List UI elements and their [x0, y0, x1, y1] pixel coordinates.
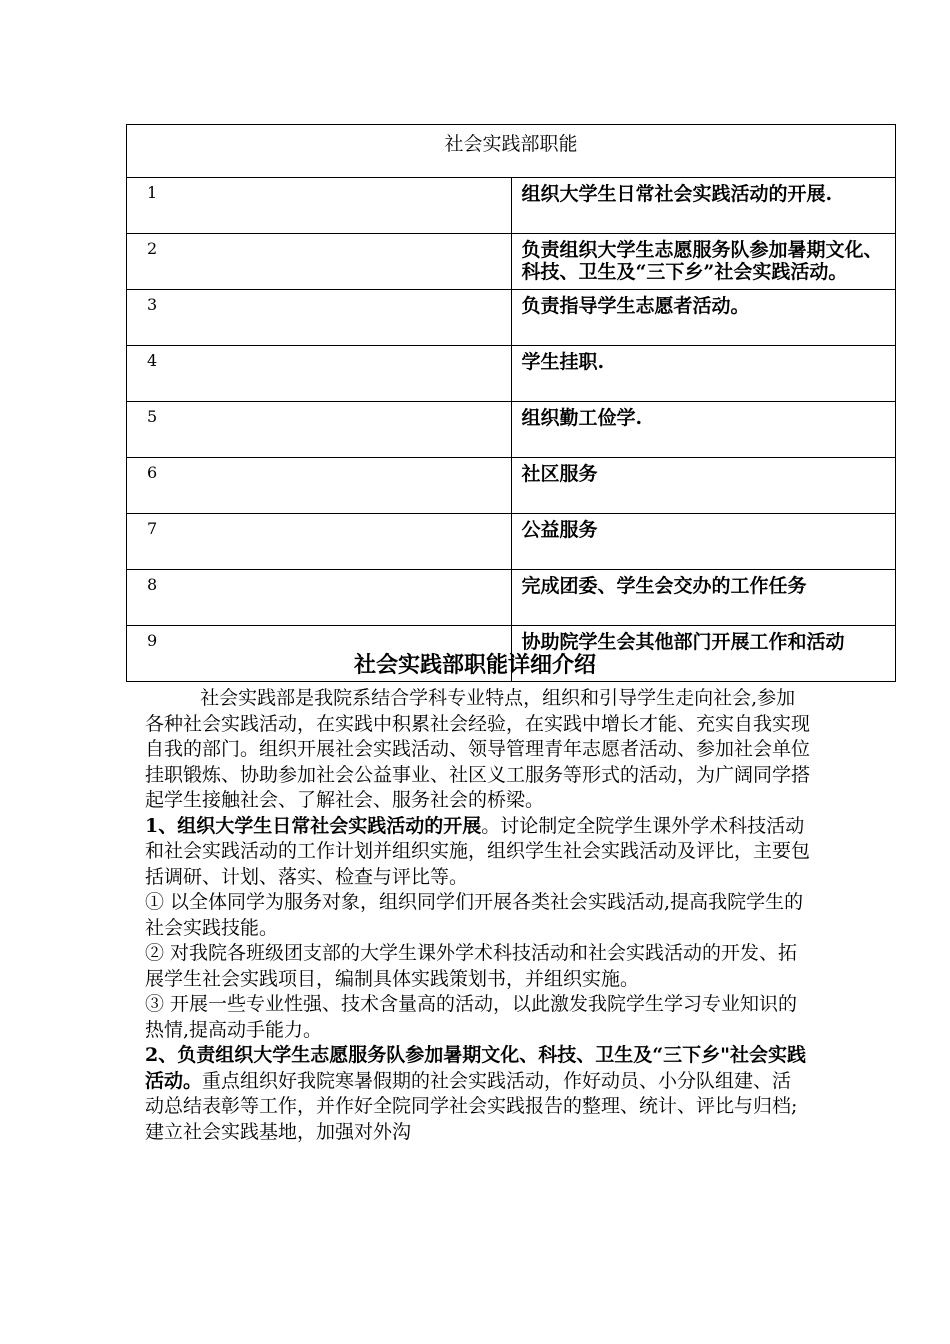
item-1-heading: 1、组织大学生日常社会实践活动的开展 [145, 814, 482, 837]
sub-item-1: ① 以全体同学为服务对象，组织同学们开展各类社会实践活动,提高我院学生的社会实践技能。 [145, 891, 804, 939]
table-title: 社会实践部职能 [127, 125, 896, 178]
item-1-paragraph [145, 814, 810, 891]
table-row [127, 402, 896, 458]
item-2-text: 重点组织好我院寒暑假期的社会实践活动，作好动员、小分队组建、活动总结表彰等工作，并作好全院同学社会实践报告的整理、统计、评比与归档;建立社会实践基地，加强对外沟 [145, 1069, 798, 1143]
row-number: 1 [127, 178, 512, 234]
row-duty: 学生挂职. [511, 346, 896, 402]
row-duty: 社区服务 [511, 458, 896, 514]
table-row [127, 346, 896, 402]
row-duty: 负责指导学生志愿者活动。 [511, 290, 896, 346]
table-row [127, 234, 896, 290]
sub-item-2: ② 对我院各班级团支部的大学生课外学术科技活动和社会实践活动的开发、拓展学生社会实践项目，编制具体实践策划书，并组织实施。 [145, 942, 798, 990]
row-number: 7 [127, 514, 512, 570]
row-number: 4 [127, 346, 512, 402]
item-2-heading: 2、负责组织大学生志愿服务队参加暑期文化、科技、卫生及“三下乡"社会实践活动。 [145, 1044, 807, 1092]
row-duty: 完成团委、学生会交办的工作任务 [511, 570, 896, 626]
intro-paragraph: 社会实践部是我院系结合学科专业特点，组织和引导学生走向社会,参加各种社会实践活动，在实践中积累社会经验，在实践中增长才能、充实自我实现自我的部门。组织开展社会实践活动、领导管理青年志愿者活动、参加社会单位挂职锻炼、协助参加社会公益事业、社区义工服务等形式的活动，为广阔同学搭起学生接触社会、了解社会、服务社会的桥梁。 [145, 687, 811, 811]
row-number: 8 [127, 570, 512, 626]
row-duty: 负责组织大学生志愿服务队参加暑期文化、科技、卫生及“三下乡”社会实践活动。 [511, 234, 896, 290]
row-duty: 公益服务 [511, 514, 896, 570]
row-duty: 组织勤工俭学. [511, 402, 896, 458]
row-number: 3 [127, 290, 512, 346]
table-row [127, 290, 896, 346]
table-row [127, 570, 896, 626]
row-duty: 协助院学生会其他部门开展工作和活动 [511, 626, 896, 682]
row-number: 5 [127, 402, 512, 458]
table-row [127, 178, 896, 234]
sub-item-3: ③ 开展一些专业性强、技术含量高的活动，以此激发我院学生学习专业知识的热情,提高动手能力。 [145, 993, 798, 1041]
table-row [127, 458, 896, 514]
table-row [127, 514, 896, 570]
item-2-paragraph [145, 1043, 810, 1145]
duties-table [126, 124, 896, 682]
row-number: 2 [127, 234, 512, 290]
item-1-text: 。讨论制定全院学生课外学术科技活动和社会实践活动的工作计划并组织实施，组织学生社会实践活动及评比，主要包括调研、计划、落实、检查与评比等。 [145, 814, 811, 888]
section-title: 社会实践部职能详细介绍 [353, 653, 596, 678]
row-number: 6 [127, 458, 512, 514]
section-body [145, 686, 810, 1145]
row-number: 9 [127, 626, 512, 682]
row-duty: 组织大学生日常社会实践活动的开展. [511, 178, 896, 234]
